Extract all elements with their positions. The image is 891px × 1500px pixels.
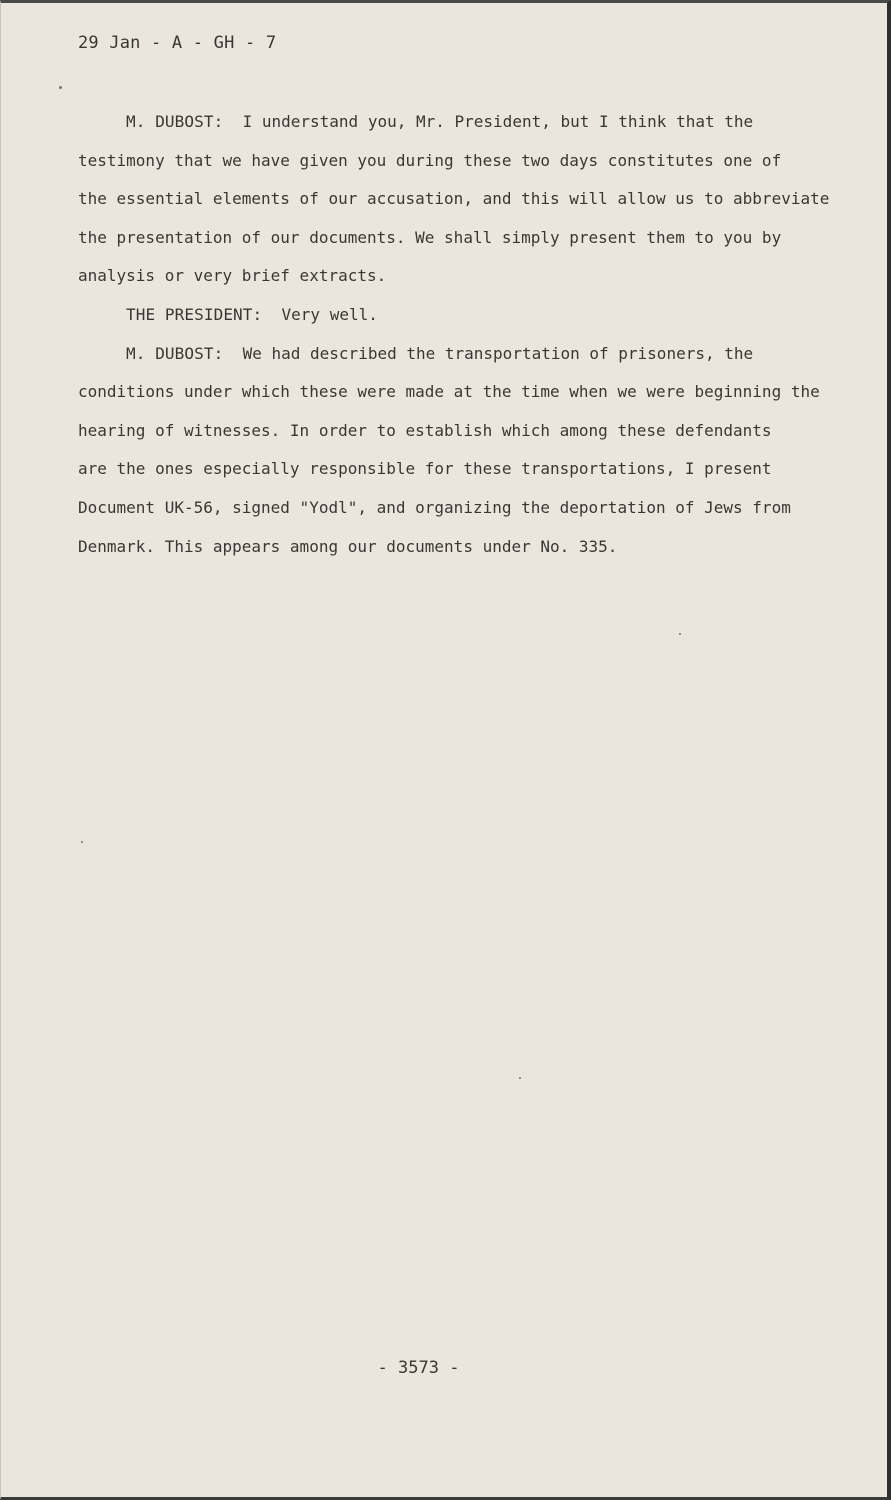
line-text: Very well. bbox=[281, 304, 378, 324]
document-reference: 29 Jan - A - GH - 7 bbox=[78, 33, 277, 53]
paragraph-line: testimony that we have given you during these two days constitutes one of bbox=[78, 150, 782, 170]
paragraph-line: Document UK-56, signed "Yodl", and organizing the deportation of Jews from bbox=[78, 497, 791, 517]
paragraph-president bbox=[78, 296, 838, 335]
paragraph-line bbox=[78, 296, 838, 335]
paper-speck bbox=[59, 86, 62, 89]
speaker-label: M. DUBOST: bbox=[126, 343, 224, 363]
speaker-label: M. DUBOST: bbox=[126, 112, 224, 131]
page-number: - 3573 - bbox=[377, 1358, 460, 1378]
paper-speck bbox=[679, 633, 681, 635]
line-text: I understand you, Mr. President, but I think that the bbox=[242, 112, 754, 131]
paragraph-line: the essential elements of our accusation, and this will allow us to abbreviate bbox=[78, 189, 830, 209]
paper-speck bbox=[81, 841, 83, 843]
paragraph-line: Denmark. This appears among our documents under No. 335. bbox=[78, 536, 618, 556]
paragraph-line bbox=[78, 335, 838, 374]
paragraph-line: are the ones especially responsible for these transportations, I present bbox=[78, 459, 772, 479]
paragraph-line: hearing of witnesses. In order to establish which among these defendants bbox=[78, 420, 772, 440]
line-text: We had described the transportation of prisoners, the bbox=[242, 343, 754, 363]
paper-speck bbox=[519, 1077, 521, 1079]
paragraph-line: the presentation of our documents. We shall simply present them to you by bbox=[78, 227, 782, 247]
paragraph-line: analysis or very brief extracts. bbox=[78, 266, 387, 286]
transcript-body bbox=[78, 103, 838, 566]
speaker-label: THE PRESIDENT: bbox=[126, 304, 263, 324]
paragraph-dubost-2 bbox=[78, 335, 838, 567]
paragraph-line: conditions under which these were made at the time when we were beginning the bbox=[78, 382, 820, 402]
paragraph-line bbox=[78, 103, 838, 142]
paragraph-dubost-1 bbox=[78, 103, 838, 296]
